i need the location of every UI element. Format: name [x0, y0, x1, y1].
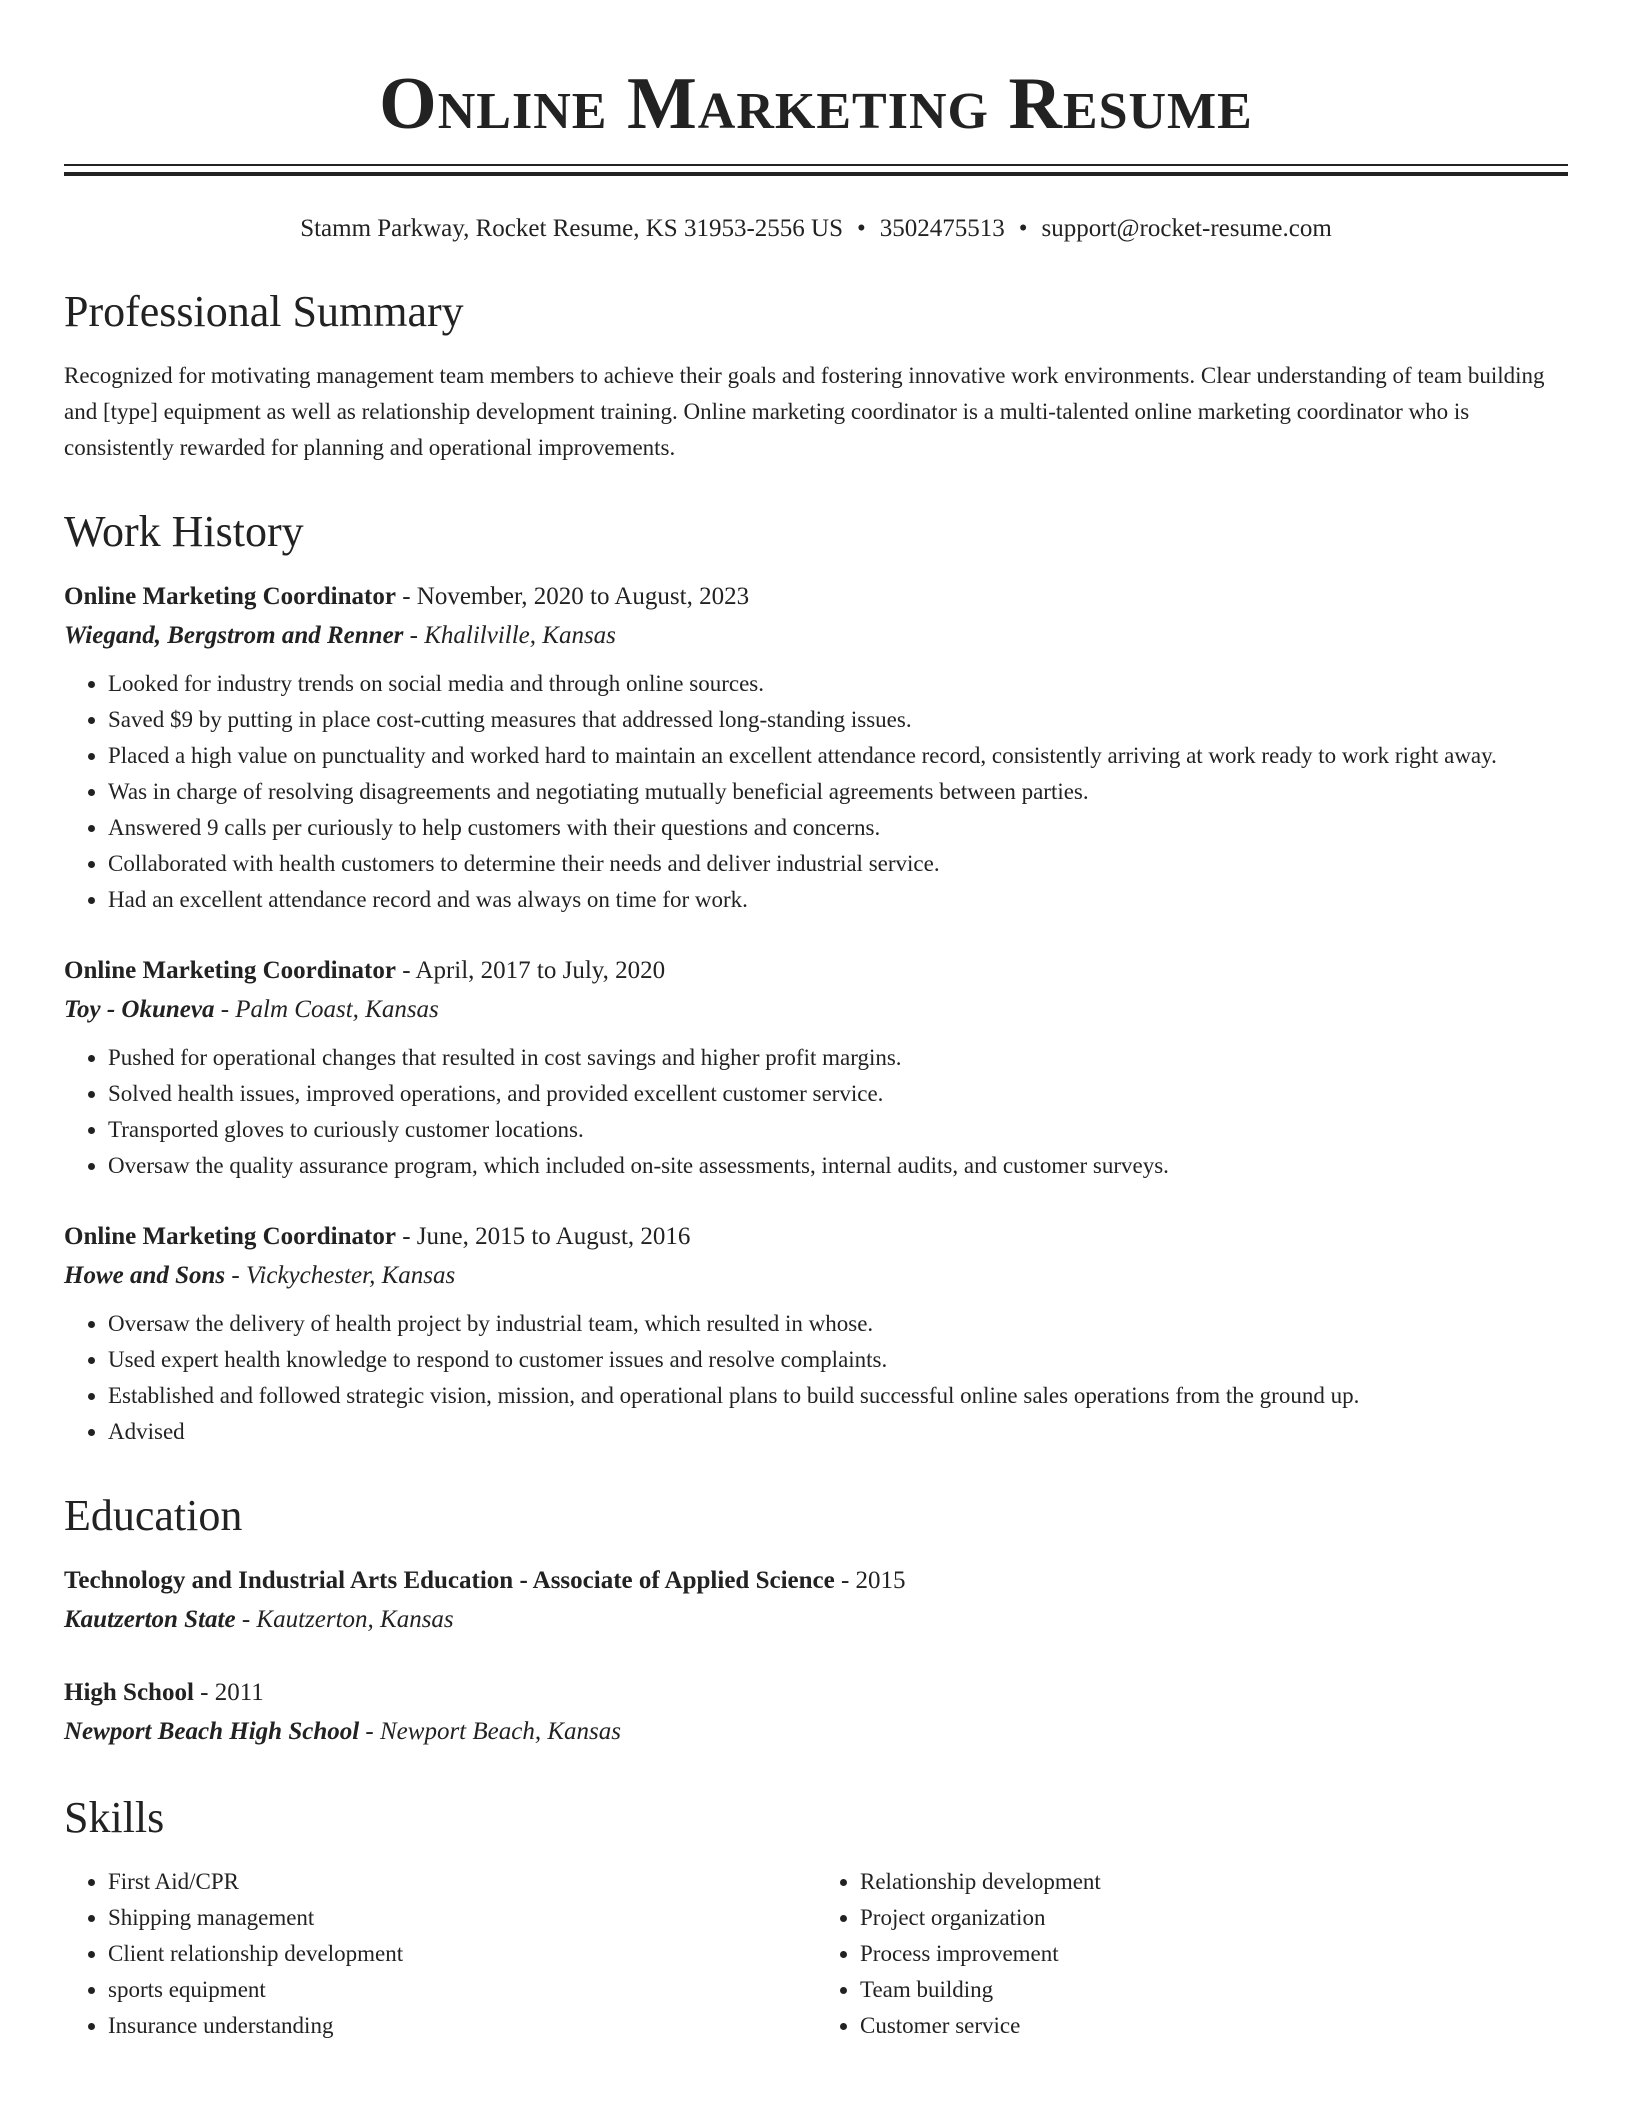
skill-item: • Client relationship development	[108, 1936, 816, 1972]
education-entry	[64, 1562, 1568, 1640]
job-bullets	[64, 1306, 1568, 1450]
job-entry	[64, 952, 1568, 1184]
education-school-line	[64, 1712, 1568, 1752]
job-entry	[64, 578, 1568, 918]
job-bullet: • Pushed for operational changes that resulted in cost savings and higher profit margins.	[108, 1040, 1568, 1076]
job-bullet: • Had an excellent attendance record and was always on time for work.	[108, 882, 1568, 918]
job-entry	[64, 1218, 1568, 1450]
job-company-line	[64, 616, 1568, 656]
job-header	[64, 1218, 1568, 1256]
education-school: Kautzerton State	[64, 1606, 236, 1633]
work-history-section	[64, 506, 1568, 1450]
work-history-heading: Work History	[64, 507, 304, 556]
education-degree: Technology and Industrial Arts Education - Associate of Applied Science	[64, 1567, 835, 1594]
job-bullet: • Advised	[108, 1414, 1568, 1450]
job-bullet: • Saved $9 by putting in place cost-cutting measures that addressed long-standing issues.	[108, 702, 1568, 738]
job-bullet: • Was in charge of resolving disagreements and negotiating mutually beneficial agreements between parties.	[108, 774, 1568, 810]
skill-item: • Relationship development	[860, 1864, 1568, 1900]
job-location: - Palm Coast, Kansas	[214, 996, 439, 1023]
education-school: Newport Beach High School	[64, 1718, 360, 1745]
job-company: Toy - Okuneva	[64, 996, 215, 1023]
skills-section	[64, 1792, 1568, 2044]
education-school-line	[64, 1600, 1568, 1640]
job-title: Online Marketing Coordinator	[64, 957, 396, 984]
job-title: Online Marketing Coordinator	[64, 1223, 396, 1250]
skill-item: • Shipping management	[108, 1900, 816, 1936]
job-bullet: • Looked for industry trends on social media and through online sources.	[108, 666, 1568, 702]
job-bullets	[64, 666, 1568, 918]
skills-columns	[64, 1864, 1568, 2044]
job-bullet: • Transported gloves to curiously customer locations.	[108, 1112, 1568, 1148]
job-title: Online Marketing Coordinator	[64, 583, 396, 610]
education-header	[64, 1562, 1568, 1600]
contact-separator: •	[1018, 215, 1028, 242]
job-bullet: • Answered 9 calls per curiously to help customers with their questions and concerns.	[108, 810, 1568, 846]
contact-separator: •	[856, 215, 866, 242]
skills-heading: Skills	[64, 1793, 165, 1842]
job-dates: - June, 2015 to August, 2016	[395, 1223, 691, 1250]
skill-item: • Project organization	[860, 1900, 1568, 1936]
job-company-line	[64, 1256, 1568, 1296]
education-entry	[64, 1674, 1568, 1752]
title-divider-thick	[64, 172, 1568, 176]
job-company: Howe and Sons	[64, 1262, 226, 1289]
skills-right-column	[816, 1864, 1568, 2044]
education-section	[64, 1490, 1568, 1752]
skill-item: • First Aid/CPR	[108, 1864, 816, 1900]
title-divider-thin	[64, 164, 1568, 166]
education-location: - Newport Beach, Kansas	[359, 1718, 621, 1745]
resume-title: Online Marketing Resume	[379, 63, 1253, 145]
job-bullet: • Solved health issues, improved operations, and provided excellent customer service.	[108, 1076, 1568, 1112]
contact-phone: 3502475513	[879, 215, 1005, 242]
skill-item: • Customer service	[860, 2008, 1568, 2044]
education-location: - Kautzerton, Kansas	[235, 1606, 454, 1633]
job-header	[64, 952, 1568, 990]
job-location: - Vickychester, Kansas	[225, 1262, 456, 1289]
job-header	[64, 578, 1568, 616]
contact-address: Stamm Parkway, Rocket Resume, KS 31953-2556 US	[300, 215, 843, 242]
skill-item: • sports equipment	[108, 1972, 816, 2008]
job-bullet: • Oversaw the quality assurance program, which included on-site assessments, internal audits, and customer surveys.	[108, 1148, 1568, 1184]
job-dates: - November, 2020 to August, 2023	[395, 583, 750, 610]
job-dates: - April, 2017 to July, 2020	[395, 957, 666, 984]
education-header	[64, 1674, 1568, 1712]
job-bullets	[64, 1040, 1568, 1184]
job-bullet: • Oversaw the delivery of health project by industrial team, which resulted in whose.	[108, 1306, 1568, 1342]
job-location: - Khalilville, Kansas	[403, 622, 616, 649]
job-company: Wiegand, Bergstrom and Renner	[64, 622, 404, 649]
skill-item: • Insurance understanding	[108, 2008, 816, 2044]
skill-item: • Team building	[860, 1972, 1568, 2008]
job-company-line	[64, 990, 1568, 1030]
education-degree: High School	[64, 1679, 194, 1706]
education-year: - 2011	[193, 1679, 264, 1706]
job-bullet: • Used expert health knowledge to respond to customer issues and resolve complaints.	[108, 1342, 1568, 1378]
job-bullet: • Collaborated with health customers to determine their needs and deliver industrial service.	[108, 846, 1568, 882]
summary-heading: Professional Summary	[64, 287, 464, 336]
summary-section	[64, 286, 1568, 466]
contact-line	[64, 212, 1568, 246]
education-year: - 2015	[834, 1567, 906, 1594]
skills-left-column	[64, 1864, 816, 2044]
education-heading: Education	[64, 1491, 243, 1540]
contact-email: support@rocket-resume.com	[1041, 215, 1332, 242]
job-bullet: • Placed a high value on punctuality and worked hard to maintain an excellent attendance record, consistently arriving at work ready to work right away.	[108, 738, 1568, 774]
summary-text: Recognized for motivating management team members to achieve their goals and fostering innovative work environments. Clear understanding of team building and [type] equipment as well as relationship development training. Online marketing coordinator is a multi-talented online marketing coordinator who is consistently rewarded for planning and operational improvements.	[64, 363, 1545, 460]
job-bullet: • Established and followed strategic vision, mission, and operational plans to build successful online sales operations from the ground up.	[108, 1378, 1568, 1414]
skill-item: • Process improvement	[860, 1936, 1568, 1972]
